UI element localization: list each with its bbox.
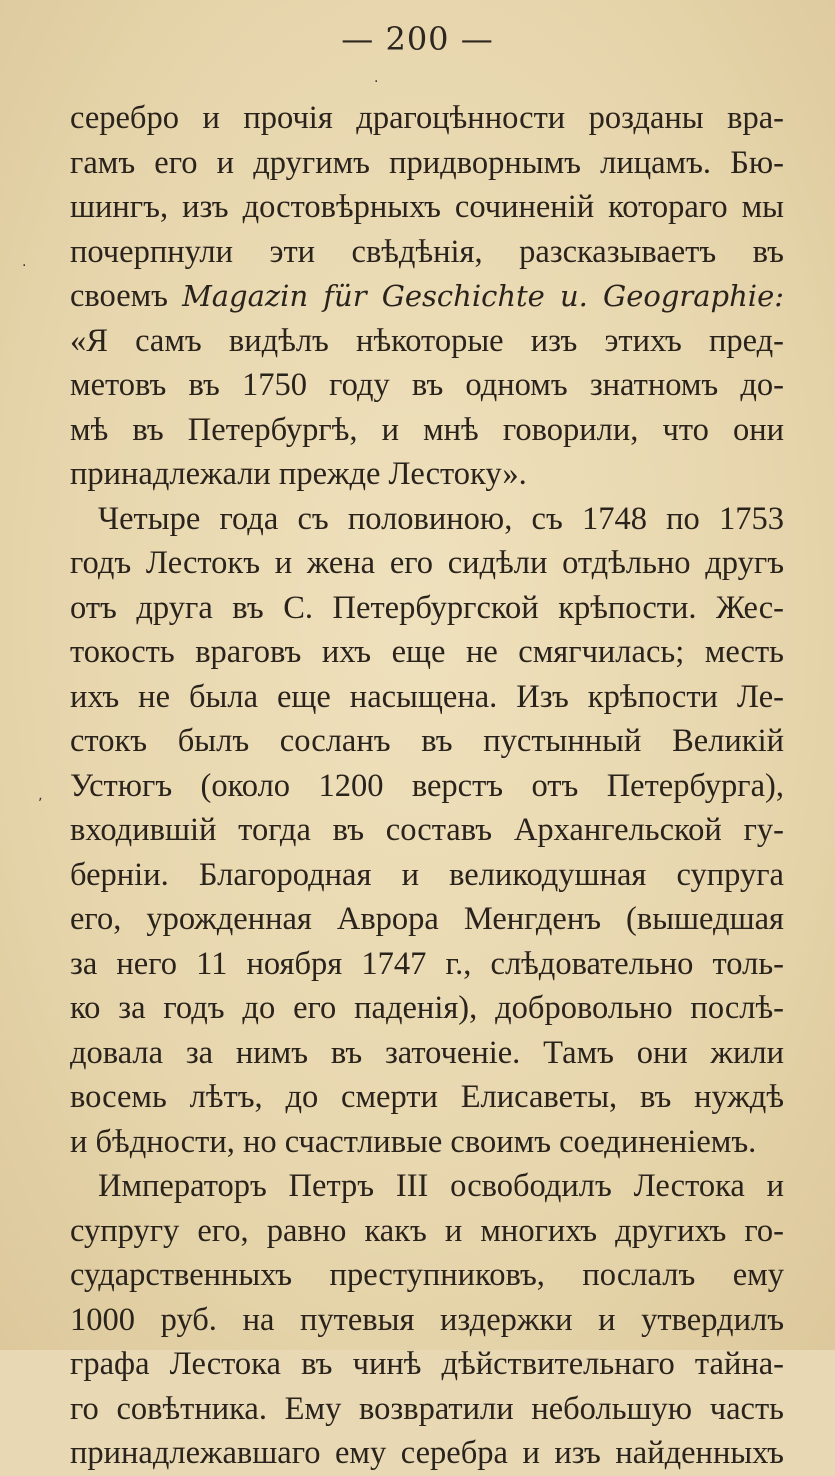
text-line: его, урожденная Аврора Менгденъ (вышедшая: [70, 901, 784, 937]
text-line: входившій тогда въ составъ Архангельской гу-: [70, 812, 784, 848]
text-line: сударственныхъ преступниковъ, послалъ ему: [70, 1257, 784, 1293]
text-line: принадлежали прежде Лестоку».: [70, 456, 527, 492]
text-line: [70, 274, 784, 319]
text-line: отъ друга въ С. Петербургской крѣпости. Жес-: [70, 589, 784, 626]
text-fragment: своемъ: [70, 278, 168, 314]
body-text: [70, 96, 784, 1476]
text-line: супругу его, равно какъ и многихъ другихъ го-: [70, 1212, 784, 1249]
text-line: почерпнули эти свѣдѣнія, разсказываетъ въ: [70, 233, 784, 270]
text-line: гамъ его и другимъ придворнымъ лицамъ. Бю-: [70, 144, 784, 181]
text-line: годъ Лестокъ и жена его сидѣли отдѣльно другъ: [70, 545, 784, 581]
text-line: ихъ не была еще насыщена. Изъ крѣпости Ле-: [70, 678, 784, 715]
text-line: «Я самъ видѣлъ нѣкоторые изъ этихъ пред-: [70, 322, 784, 359]
text-line: стокъ былъ сосланъ въ пустынный Великій: [70, 723, 784, 759]
text-line: Четыре года съ половиною, съ 1748 по 1753: [98, 500, 784, 537]
text-line: Устюгъ (около 1200 верстъ отъ Петербурга),: [70, 767, 784, 804]
text-line: и бѣдности, но счастливые своимъ соединеніемъ.: [70, 1123, 757, 1160]
text-line: шингъ, изъ достовѣрныхъ сочиненій котораго мы: [70, 189, 784, 225]
text-line: токость враговъ ихъ еще не смягчилась; месть: [70, 634, 784, 670]
text-line: довала за нимъ въ заточеніе. Тамъ они жили: [70, 1034, 784, 1071]
gothic-title: Magazin für Geschichte u. Geographie:: [182, 279, 785, 313]
text-line: принадлежавшаго ему серебра и изъ найденныхъ: [70, 1435, 784, 1471]
print-speck: ·: [22, 258, 27, 274]
text-line: графа Лестока въ чинѣ дѣйствительнаго тайна-: [70, 1346, 784, 1382]
print-speck: ʼ: [38, 796, 43, 812]
text-line: Императоръ Петръ III освободилъ Лестока и: [98, 1168, 784, 1204]
text-line: 1000 руб. на путевыя издержки и утвердилъ: [70, 1301, 784, 1338]
text-line: ко за годъ до его паденія), добровольно послѣ-: [70, 990, 784, 1026]
text-line: серебро и прочія драгоцѣнности розданы вра-: [70, 100, 784, 136]
text-line: за него 11 ноября 1747 г., слѣдовательно толь-: [70, 945, 784, 982]
text-line: мѣ въ Петербургѣ, и мнѣ говорили, что они: [70, 411, 784, 448]
text-line: го совѣтника. Ему возвратили небольшую часть: [70, 1390, 784, 1427]
print-speck: ·: [374, 74, 379, 90]
page-number: — 200 —: [341, 20, 494, 58]
text-line: восемь лѣтъ, до смерти Елисаветы, въ нуждѣ: [70, 1079, 784, 1115]
text-line: берніи. Благородная и великодушная супруга: [70, 856, 784, 893]
text-line: метовъ въ 1750 году въ одномъ знатномъ до-: [70, 367, 784, 403]
